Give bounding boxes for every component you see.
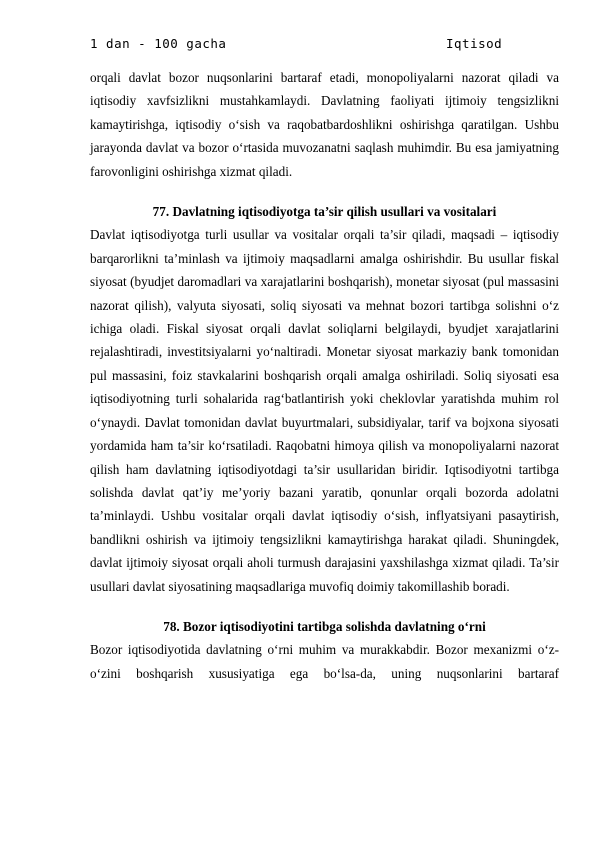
paragraph-section-77: Davlat iqtisodiyotga turli usullar va vositalar orqali ta’sir qiladi, maqsadi – iqtisodiy barqarorlikni ta’minlash va ijtimoiy maqsadlarni amalga oshirishdir. Bu usullar fiskal siyosat (byudjet daromadlari va xarajatlarini boshqarish), monetar siyosat (pul massasini nazorat qilish), valyuta siyosati, soliq siyosati va mehnat bozori tartibga solishni o‘z ichiga oladi. Fiskal siyosat orqali davlat soliqlarni belgilaydi, byudjet xarajatlarini rejalashtiradi, investitsiyalarni yo‘naltiradi. Monetar siyosat markaziy bank tomonidan pul massasini, foiz stavkalarini boshqarish orqali amalga oshiriladi. Soliq siyosati esa iqtisodiyotning turli sohalarida rag‘batlantirish yoki cheklovlar yaratishda muhim rol o‘ynaydi. Davlat tomonidan davlat buyurtmalari, subsidiyalar, tarif va bojxona siyosati yordamida ham ta’sir ko‘rsatiladi. Raqobatni himoya qilish va monopoliyalarni nazorat qilish ham davlatning iqtisodiyotdagi ta’sir usullaridan biridir. Iqtisodiyotni tartibga solishda davlat qat’iy me’yoriy bazani yaratib, qonunlar orqali bozorda adolatni ta’minlaydi. Ushbu vositalar orqali davlat iqtisodiy o‘sish, inflyatsiyani pasaytirish, bandlikni oshirish va ijtimoiy tengsizlikni kamaytirishga harakat qiladi. Shuningdek, davlat ijtimoiy siyosat orqali aholi turmush darajasini yaxshilashga xizmat qiladi. Ta’sir usullari davlat siyosatining maqsadlariga muvofiq doimiy takomillashib boradi. xyxy=(90,227,559,594)
spacer xyxy=(90,598,559,615)
spacer xyxy=(90,183,559,200)
paragraph-section-78: Bozor iqtisodiyotida davlatning o‘rni muhim va murakkabdir. Bozor mexanizmi o‘z-o‘zini boshqarish xususiyatiga ega bo‘lsa-da, uning nuqsonlarini bartaraf xyxy=(90,642,559,681)
document-body xyxy=(90,66,559,685)
header-subject: Iqtisod xyxy=(446,36,503,51)
header-page-range: 1 dan - 100 gacha xyxy=(90,36,227,51)
section-heading-77: 77. Davlatning iqtisodiyotga ta’sir qilish usullari va vositalari xyxy=(152,204,497,220)
section-heading-78: 78. Bozor iqtisodiyotini tartibga solishda davlatning o‘rni xyxy=(163,618,486,634)
page-header xyxy=(90,36,510,56)
paragraph-intro: orqali davlat bozor nuqsonlarini bartaraf etadi, monopoliyalarni nazorat qiladi va iqtisodiy xavfsizlikni mustahkamlaydi. Davlatning faoliyati ijtimoiy tengsizlikni kamaytirishga, iqtisodiy o‘sish va raqobatbardoshlikni oshirishga qaratilgan. Ushbu jarayonda davlat va bozor o‘rtasida muvozanatni saqlash muhimdir. Bu esa jamiyatning farovonligini oshirishga xizmat qiladi. xyxy=(90,70,559,179)
